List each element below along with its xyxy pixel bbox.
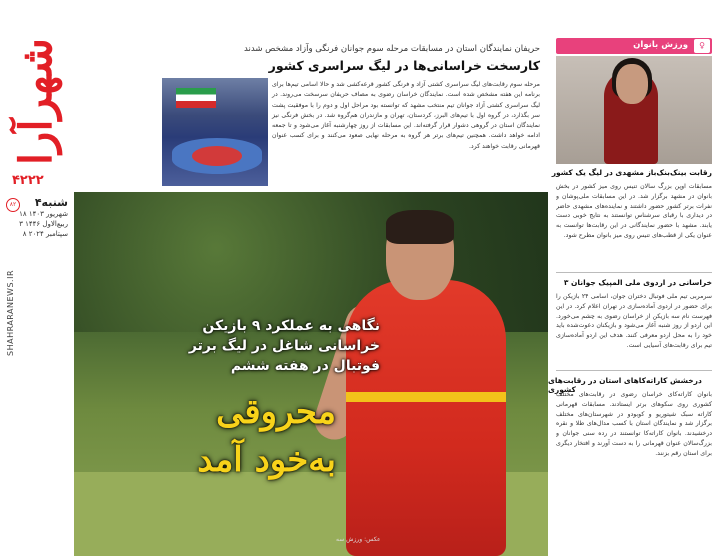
weekday: ۴شنبه <box>34 196 68 209</box>
divider <box>556 272 712 273</box>
section-header-women-sports[interactable] <box>556 38 712 54</box>
women-sports-icon: ♀ <box>694 39 710 53</box>
story-3-body: بانوان کاراته‌کای خراسان رضوی در رقابت‌های مختلف کشوری روی سکوهای برتر ایستادند. مسابقات قهرمانی کاراته سبک شیتوریو و کوبودو در شهرستان‌های مختلف برگزار شد و نمایندگان استان با کسب مدال‌های طلا و نقره درخشیدند. بانوان کاراته‌کا توانستند در رده سنی جوانان و بزرگ‌سالان عنوان قهرمانی را به دست آورند و افتخار دیگری برای استان رقم بزنند. <box>556 391 712 457</box>
hero-headline[interactable]: محروقی به‌خود آمد <box>197 392 336 480</box>
newspaper-logo[interactable] <box>4 8 70 193</box>
section-title: ورزش بانوان <box>633 40 688 50</box>
date-box <box>4 196 70 266</box>
athlete-photo <box>556 56 712 164</box>
story-3-headline[interactable]: درخشش کاراته‌کاهای استان در رقابت‌های کشوری <box>548 376 702 394</box>
top-article[interactable] <box>74 0 548 192</box>
athlete-face <box>616 64 648 104</box>
top-article-body: مرحله سوم رقابت‌های لیگ سراسری کشتی آزاد و فرنگی کشور قرعه‌کشی شد و حالا اسامی تیم‌ها برای برنامه این هفته مشخص شده است. نمایندگان خراسان رضوی به مصاف حریفان سرسخت می‌روند. در لیگ سراسری کشتی آزاد جوانان تیم منتخب مشهد که توانسته بود مراحل اول و دوم را با موفقیت پشت سر بگذارد، در گروه اول با تیم‌های البرز، کردستان، تهران و مازندران هم‌گروه شد. در بخش فرنگی نیز نمایندگان استان در گروهی دشوار قرار گرفته‌اند. این مسابقات از روز چهارشنبه آغاز می‌شود و تا جمعه ادامه خواهد داشت. همچنین تیم‌های برتر هر گروه به مرحله نهایی صعود می‌کنند و برای کسب عنوان قهرمانی رقابت خواهند کرد. <box>272 81 540 150</box>
issue-badge: ۸۲ <box>6 198 20 212</box>
hero-story[interactable] <box>74 192 548 556</box>
story-2-body: سرمربی تیم ملی فوتبال دختران جوان، اسامی ۲۴ بازیکن را برای حضور در اردوی آماده‌سازی در تهران اعلام کرد. در این فهرست نام سه بازیکن از خراسان رضوی به چشم می‌خورد. این اردو از روز شنبه آغاز می‌شود و بازیکنان دعوت‌شده باید خود را به محل اردو معرفی کنند. هدف این اردو آماده‌سازی تیم برای رقابت‌های آسیایی است. <box>556 293 712 349</box>
divider <box>556 370 712 371</box>
wrestling-mat-center <box>192 146 242 166</box>
logo-text: شهرآرا <box>11 38 62 166</box>
story-2-headline[interactable]: ۳ خراسانی در اردوی ملی المپیک جوانان <box>563 278 712 287</box>
top-article-kicker: حریفان نمایندگان استان در مسابقات مرحله سوم جوانان فرنگی وآزاد مشخص شدند <box>244 44 540 54</box>
logo-number: ۴۲۲۲ <box>12 173 44 188</box>
iran-flag-image <box>176 88 216 108</box>
player-hair <box>386 210 454 244</box>
photo-caption-headline[interactable]: رقابت بینک‌بنک‌باز مشهدی در لیگ یک کشور <box>551 168 712 177</box>
date-line-hijri: ۳ ربیع‌الاول ۱۴۴۶ <box>19 220 68 228</box>
website-url[interactable]: SHAHRARANEWS.IR <box>6 270 15 356</box>
date-line-shamsi: ۱۸ شهریور ۱۴۰۳ <box>19 210 68 218</box>
right-column <box>548 0 720 556</box>
story-1-body: مسابقات اوپن بزرگ سالان تنیس روی میز کشور در بخش بانوان در مشهد برگزار شد. در این مسابقات ملی‌پوشان و نفرات برتر کشور حضور داشتند و نماینده‌های مشهدی حاضر در دیداری با رقبای سرشناس توانستند به نتایج خوبی دست یابند. مشهد با حضور نمایندگانی در این رقابت‌ها توانست به عنوان یکی از قطب‌های تنیس روی میز بانوان مطرح شود. <box>556 183 712 239</box>
wrestling-arena-photo <box>162 78 268 186</box>
date-line-gregorian: ۸ سپتامبر ۲۰۲۴ <box>22 230 68 238</box>
masthead <box>0 0 74 556</box>
top-article-title[interactable]: کارسخت خراسانی‌ها در لیگ سراسری کشور <box>268 58 540 73</box>
jersey-stripe <box>346 392 506 402</box>
photo-credit: عکس: ورزش سه <box>336 536 381 543</box>
hero-kicker: نگاهی به عملکرد ۹ بازیکن خراسانی شاغل در لیگ برتر فوتبال در هفته ششم <box>188 318 380 374</box>
